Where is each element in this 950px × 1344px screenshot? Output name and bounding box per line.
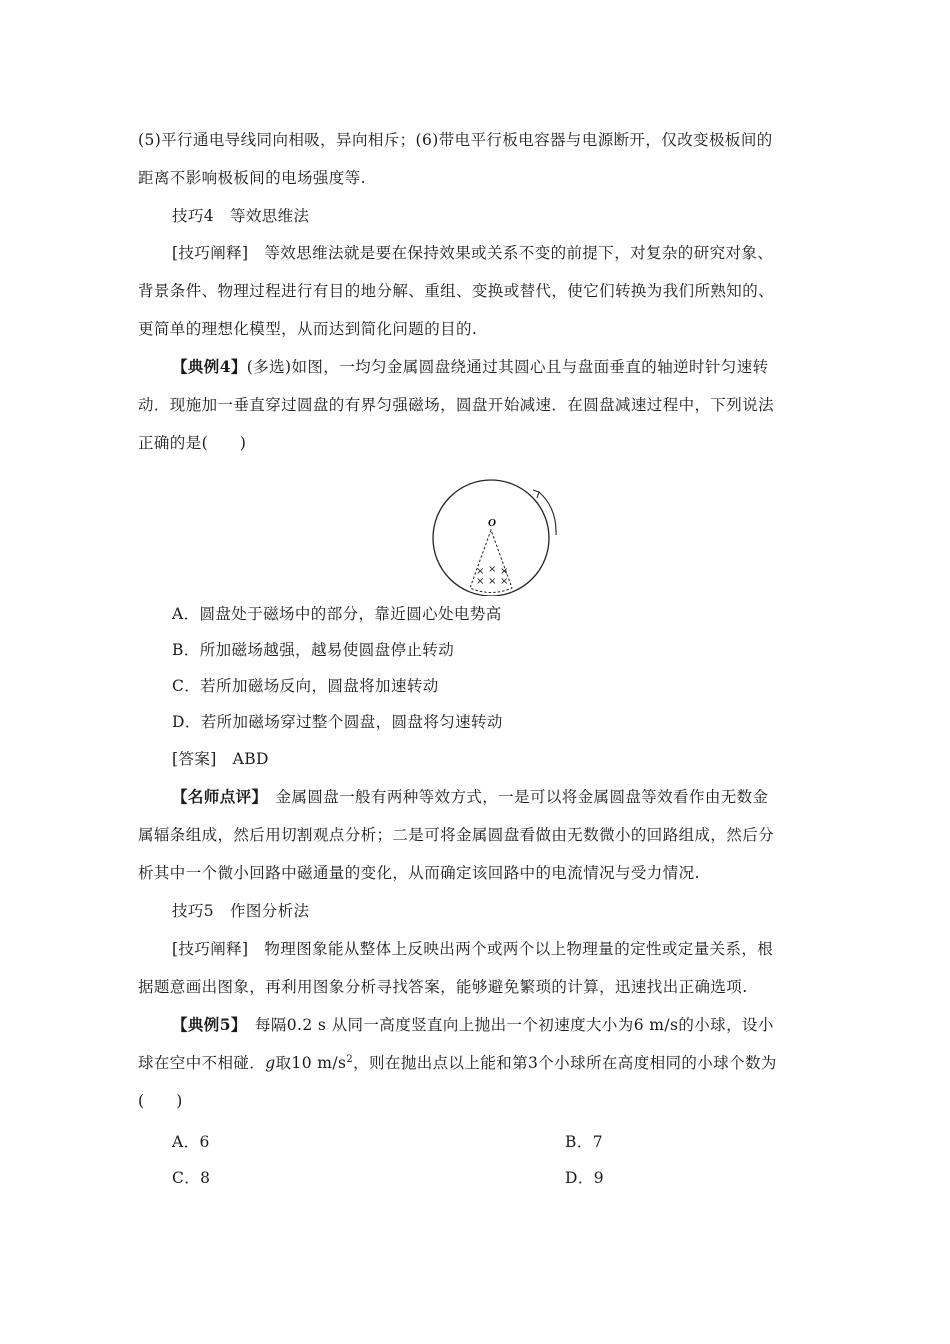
tip5-explanation-line: [技巧阐释] 物理图象能从整体上反映出两个或两个以上物理量的定性或定量关系，根 (172, 940, 774, 958)
svg-text:×: × (500, 576, 509, 587)
comment-line (172, 785, 768, 807)
example5-text: 每隔0.2 s 从同一高度竖直向上抛出一个初速度大小为6 m/s的小球，设小 (239, 1016, 774, 1034)
rotation-arrow (539, 492, 556, 535)
center-label: O (488, 517, 496, 529)
tip4-explanation-line: [技巧阐释] 等效思维法就是要在保持效果或关系不变的前提下，对复杂的研究对象、 (172, 244, 774, 262)
example4-line (172, 355, 769, 377)
comment-text: 金属圆盘一般有两种等效方式，一是可以将金属圆盘等效看作由无数金 (259, 788, 769, 806)
svg-text:×: × (488, 576, 497, 587)
rotation-arrowhead (533, 490, 539, 498)
comment-line: 属辐条组成，然后用切割观点分析；二是可将金属圆盘看做由无数微小的回路组成，然后分 (138, 826, 775, 844)
example4-label: 【典例4】 (172, 357, 247, 376)
paragraph-line: (5)平行通电导线同向相吸，异向相斥；(6)带电平行板电容器与电源断开，仅改变极板间的 (138, 131, 773, 149)
tip4-explanation-line: 背景条件、物理过程进行有目的地分解、重组、变换或替代，使它们转换为我们所熟知的、 (138, 282, 775, 300)
option-c: C．若所加磁场反向，圆盘将加速转动 (172, 677, 439, 695)
comment-label: 【名师点评】 (172, 787, 260, 806)
tip5-explanation-line: 据题意画出图象，再利用图象分析寻找答案，能够避免繁琐的计算，迅速找出正确选项. (138, 978, 748, 996)
option-c: C．8 (172, 1169, 211, 1187)
option-b: B．所加磁场越强，越易使圆盘停止转动 (172, 641, 455, 659)
option-b: B．7 (565, 1133, 603, 1151)
tip4-explanation-line: 更简单的理想化模型，从而达到简化问题的目的. (138, 320, 478, 338)
option-d: D．9 (565, 1169, 604, 1187)
example4-text: (多选)如图，一均匀金属圆盘绕通过其圆心且与盘面垂直的轴逆时针匀速转 (246, 358, 769, 376)
example5-label: 【典例5】 (172, 1015, 240, 1034)
option-a: A．圆盘处于磁场中的部分，靠近圆心处电势高 (172, 605, 502, 623)
tip5-heading: 技巧5 作图分析法 (172, 902, 310, 920)
example5-line (172, 1013, 774, 1035)
tip4-heading: 技巧4 等效思维法 (172, 207, 310, 225)
answer: [答案] ABD (172, 750, 269, 768)
svg-text:×: × (476, 566, 485, 577)
comment-line: 析其中一个微小回路中磁通量的变化，从而确定该回路中的电流情况与受力情况. (138, 864, 700, 882)
field-cross-symbols (476, 564, 508, 587)
paragraph-line: 距离不影响极板间的电场强度等. (138, 169, 366, 187)
example4-line: 正确的是( ) (138, 434, 247, 452)
option-d: D．若所加磁场穿过整个圆盘，圆盘将匀速转动 (172, 713, 503, 731)
g-symbol: g (265, 1054, 276, 1072)
svg-text:×: × (500, 566, 509, 577)
example5-line: 球在空中不相碰．g取10 $m/s^2$，则在抛出点以上能和第3个小球所在高度相同的小球个数为 (138, 1053, 777, 1072)
example5-line: ( ) (138, 1092, 183, 1110)
svg-text:×: × (476, 576, 485, 587)
example4-line: 动．现施加一垂直穿过圆盘的有界匀强磁场，圆盘开始减速．在圆盘减速过程中，下列说法 (138, 396, 775, 414)
option-a: A．6 (172, 1133, 210, 1151)
rotating-disk-figure (420, 478, 570, 596)
svg-text:×: × (488, 564, 497, 575)
